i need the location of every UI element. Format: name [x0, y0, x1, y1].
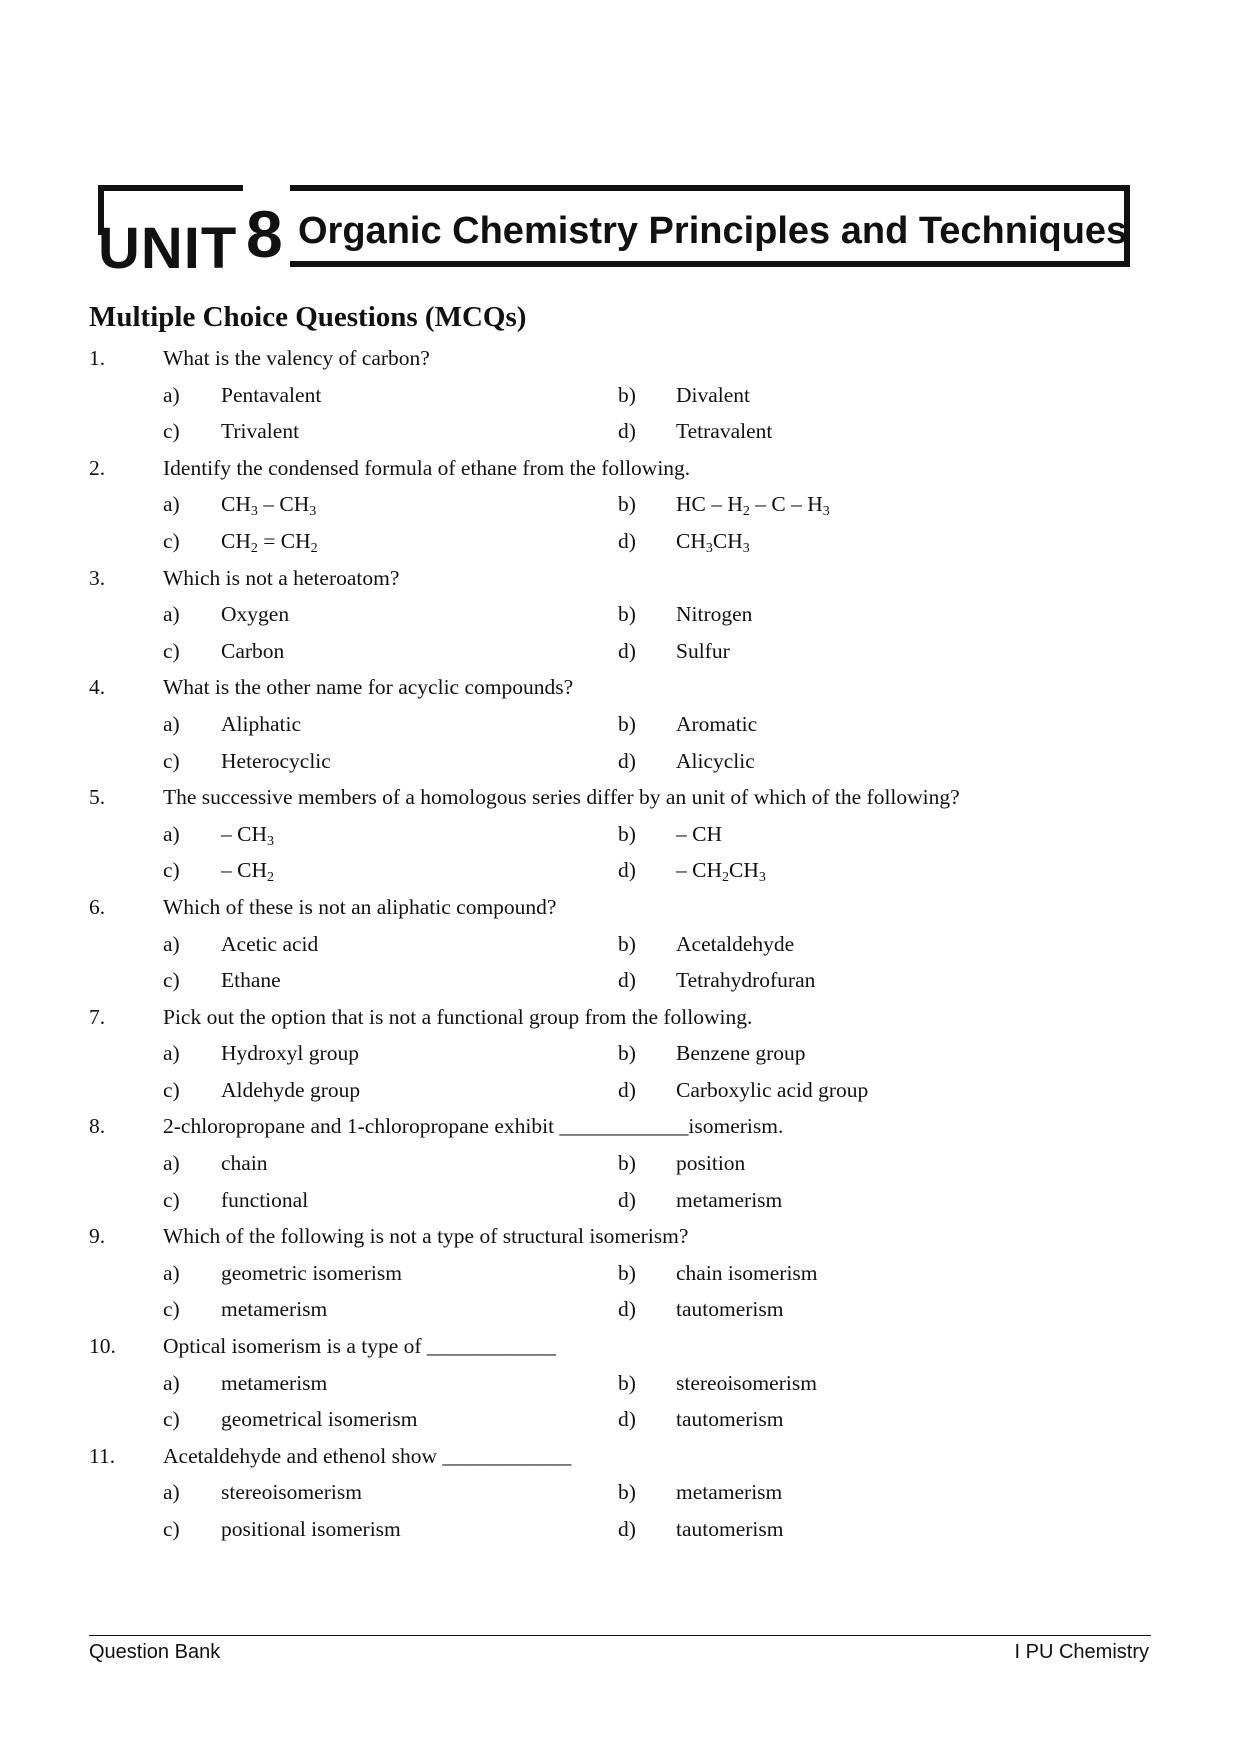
- option-letter: b): [618, 711, 636, 736]
- question-number: 3.: [89, 565, 106, 590]
- option-text: chain: [221, 1151, 268, 1176]
- option-letter: c): [163, 1517, 180, 1541]
- option-letter: c): [163, 1187, 180, 1212]
- question-number: 4.: [89, 675, 106, 700]
- option-letter: a): [163, 931, 180, 956]
- option-letter: a): [163, 1041, 180, 1066]
- option-letter: a): [163, 821, 180, 846]
- option-row: [89, 852, 1149, 889]
- chapter-title: Organic Chemistry Principles and Techniques: [298, 210, 1128, 252]
- option-text: Aromatic: [676, 711, 758, 736]
- option-text: metamerism: [221, 1370, 328, 1395]
- option-text: – $CH_2$: [221, 858, 274, 886]
- question-text: Acetaldehyde and ethenol show ____________: [163, 1443, 572, 1468]
- option-row: [89, 1145, 1149, 1182]
- question-1: [89, 340, 1149, 377]
- question-2: [89, 450, 1149, 487]
- question-text: Which of the following is not a type of structural isomerism?: [163, 1224, 689, 1249]
- option-text: Alicyclic: [676, 748, 755, 773]
- option-letter: d): [618, 1407, 636, 1432]
- option-text: positional isomerism: [221, 1517, 401, 1541]
- question-number: 7.: [89, 1004, 106, 1029]
- option-text: geometrical isomerism: [221, 1407, 418, 1432]
- question-number: 11.: [89, 1443, 116, 1468]
- option-letter: b): [618, 1260, 636, 1285]
- option-letter: d): [618, 1297, 636, 1322]
- option-letter: a): [163, 1260, 180, 1285]
- option-text: $CH_3CH_3$: [676, 528, 750, 556]
- option-text: stereoisomerism: [676, 1370, 817, 1395]
- option-text: Ethane: [221, 968, 281, 993]
- question-3: [89, 560, 1149, 597]
- option-text: Trivalent: [221, 419, 300, 444]
- option-letter: b): [618, 821, 636, 846]
- question-text: The successive members of a homologous series differ by an unit of which of the following?: [163, 785, 960, 810]
- option-text: geometric isomerism: [221, 1260, 402, 1285]
- option-text: Aldehyde group: [221, 1077, 361, 1102]
- option-letter: d): [618, 419, 636, 444]
- option-row: [89, 816, 1149, 853]
- question-number: 1.: [89, 346, 106, 370]
- option-letter: c): [163, 858, 180, 883]
- option-letter: c): [163, 1077, 180, 1102]
- option-row: [89, 1035, 1149, 1072]
- option-row: [89, 706, 1149, 743]
- question-number: 6.: [89, 894, 106, 919]
- option-row: [89, 1072, 1149, 1109]
- option-row: [89, 413, 1149, 450]
- option-letter: d): [618, 858, 636, 883]
- question-text: 2-chloropropane and 1-chloropropane exhibit ____________isomerism.: [163, 1114, 784, 1139]
- option-letter: a): [163, 1480, 180, 1505]
- option-text: HC – $H_2$ – C – $H_3$: [676, 492, 830, 520]
- option-letter: d): [618, 748, 636, 773]
- option-row: [89, 1291, 1149, 1328]
- option-text: Carboxylic acid group: [676, 1077, 869, 1102]
- option-letter: a): [163, 382, 180, 407]
- option-text: Pentavalent: [221, 382, 322, 407]
- question-list: [89, 340, 1149, 1548]
- footer-right-text: I PU Chemistry: [1014, 1641, 1149, 1663]
- option-letter: a): [163, 1151, 180, 1176]
- option-letter: a): [163, 711, 180, 736]
- option-row: [89, 523, 1149, 560]
- option-row: [89, 1474, 1149, 1511]
- option-text: $CH_2 = CH_2$: [221, 528, 318, 556]
- question-text: Identify the condensed formula of ethane from the following.: [163, 455, 691, 480]
- question-11: [89, 1438, 1149, 1475]
- option-letter: b): [618, 1151, 636, 1176]
- option-text: position: [676, 1151, 746, 1176]
- option-row: [89, 1182, 1149, 1219]
- option-row: [89, 377, 1149, 414]
- question-number: 2.: [89, 455, 106, 480]
- option-letter: c): [163, 1407, 180, 1432]
- option-text: Aliphatic: [221, 711, 302, 736]
- question-10: [89, 1328, 1149, 1365]
- option-text: Benzene group: [676, 1041, 806, 1066]
- option-letter: b): [618, 1041, 636, 1066]
- option-text: – $CH_2CH_3$: [676, 858, 766, 886]
- option-letter: b): [618, 382, 636, 407]
- footer-divider: [89, 1635, 1151, 1636]
- header-bracket-top: [98, 185, 243, 191]
- option-text: – $CH_3$: [221, 821, 274, 849]
- option-text: – CH: [676, 821, 722, 846]
- option-letter: a): [163, 602, 180, 627]
- option-text: Nitrogen: [676, 602, 753, 627]
- question-text: Pick out the option that is not a functional group from the following.: [163, 1004, 753, 1029]
- option-row: [89, 596, 1149, 633]
- option-row: [89, 1255, 1149, 1292]
- question-text: What is the other name for acyclic compounds?: [163, 675, 574, 700]
- question-7: [89, 999, 1149, 1036]
- section-title: Multiple Choice Questions (MCQs): [89, 301, 527, 333]
- option-text: tautomerism: [676, 1297, 784, 1322]
- question-number: 5.: [89, 785, 106, 810]
- option-row: [89, 633, 1149, 670]
- option-text: tautomerism: [676, 1517, 784, 1541]
- option-letter: d): [618, 1517, 636, 1541]
- option-row: [89, 1365, 1149, 1402]
- unit-header: [98, 185, 1138, 281]
- option-letter: b): [618, 492, 636, 517]
- option-text: Heterocyclic: [221, 748, 331, 773]
- question-text: Which is not a heteroatom?: [163, 565, 400, 590]
- question-text: Which of these is not an aliphatic compound?: [163, 894, 557, 919]
- option-letter: a): [163, 1370, 180, 1395]
- option-text: metamerism: [676, 1480, 783, 1505]
- option-text: Oxygen: [221, 602, 290, 627]
- option-letter: c): [163, 968, 180, 993]
- option-text: Tetravalent: [676, 419, 773, 444]
- option-text: tautomerism: [676, 1407, 784, 1432]
- option-letter: c): [163, 638, 180, 663]
- question-8: [89, 1108, 1149, 1145]
- option-letter: b): [618, 1370, 636, 1395]
- option-text: Tetrahydrofuran: [676, 968, 816, 993]
- question-text: What is the valency of carbon?: [163, 346, 430, 370]
- option-letter: d): [618, 638, 636, 663]
- question-9: [89, 1218, 1149, 1255]
- footer-left-text: Question Bank: [89, 1641, 221, 1663]
- option-letter: a): [163, 492, 180, 517]
- option-text: Acetaldehyde: [676, 931, 795, 956]
- option-letter: d): [618, 1187, 636, 1212]
- option-letter: c): [163, 528, 180, 553]
- option-letter: b): [618, 1480, 636, 1505]
- unit-number: 8: [246, 197, 283, 271]
- option-text: $CH_3 - CH_3$: [221, 492, 317, 520]
- option-letter: c): [163, 1297, 180, 1322]
- question-number: 10.: [89, 1334, 116, 1359]
- option-letter: d): [618, 968, 636, 993]
- option-row: [89, 962, 1149, 999]
- option-text: metamerism: [221, 1297, 328, 1322]
- option-letter: c): [163, 748, 180, 773]
- option-text: functional: [221, 1187, 309, 1212]
- option-text: Carbon: [221, 638, 285, 663]
- option-letter: c): [163, 419, 180, 444]
- option-letter: d): [618, 1077, 636, 1102]
- option-row: [89, 926, 1149, 963]
- question-6: [89, 889, 1149, 926]
- option-text: chain isomerism: [676, 1260, 818, 1285]
- option-text: Hydroxyl group: [221, 1041, 359, 1066]
- option-row: [89, 1511, 1149, 1548]
- option-text: Divalent: [676, 382, 751, 407]
- option-text: Sulfur: [676, 638, 730, 663]
- option-row: [89, 743, 1149, 780]
- option-text: metamerism: [676, 1187, 783, 1212]
- question-4: [89, 669, 1149, 706]
- option-text: Acetic acid: [221, 931, 319, 956]
- unit-label: UNIT: [98, 216, 238, 281]
- option-letter: b): [618, 602, 636, 627]
- option-text: stereoisomerism: [221, 1480, 362, 1505]
- option-letter: b): [618, 931, 636, 956]
- question-text: Optical isomerism is a type of ____________: [163, 1334, 556, 1359]
- question-number: 9.: [89, 1224, 106, 1249]
- option-row: [89, 486, 1149, 523]
- option-row: [89, 1401, 1149, 1438]
- question-5: [89, 779, 1149, 816]
- option-letter: d): [618, 528, 636, 553]
- question-number: 8.: [89, 1114, 106, 1139]
